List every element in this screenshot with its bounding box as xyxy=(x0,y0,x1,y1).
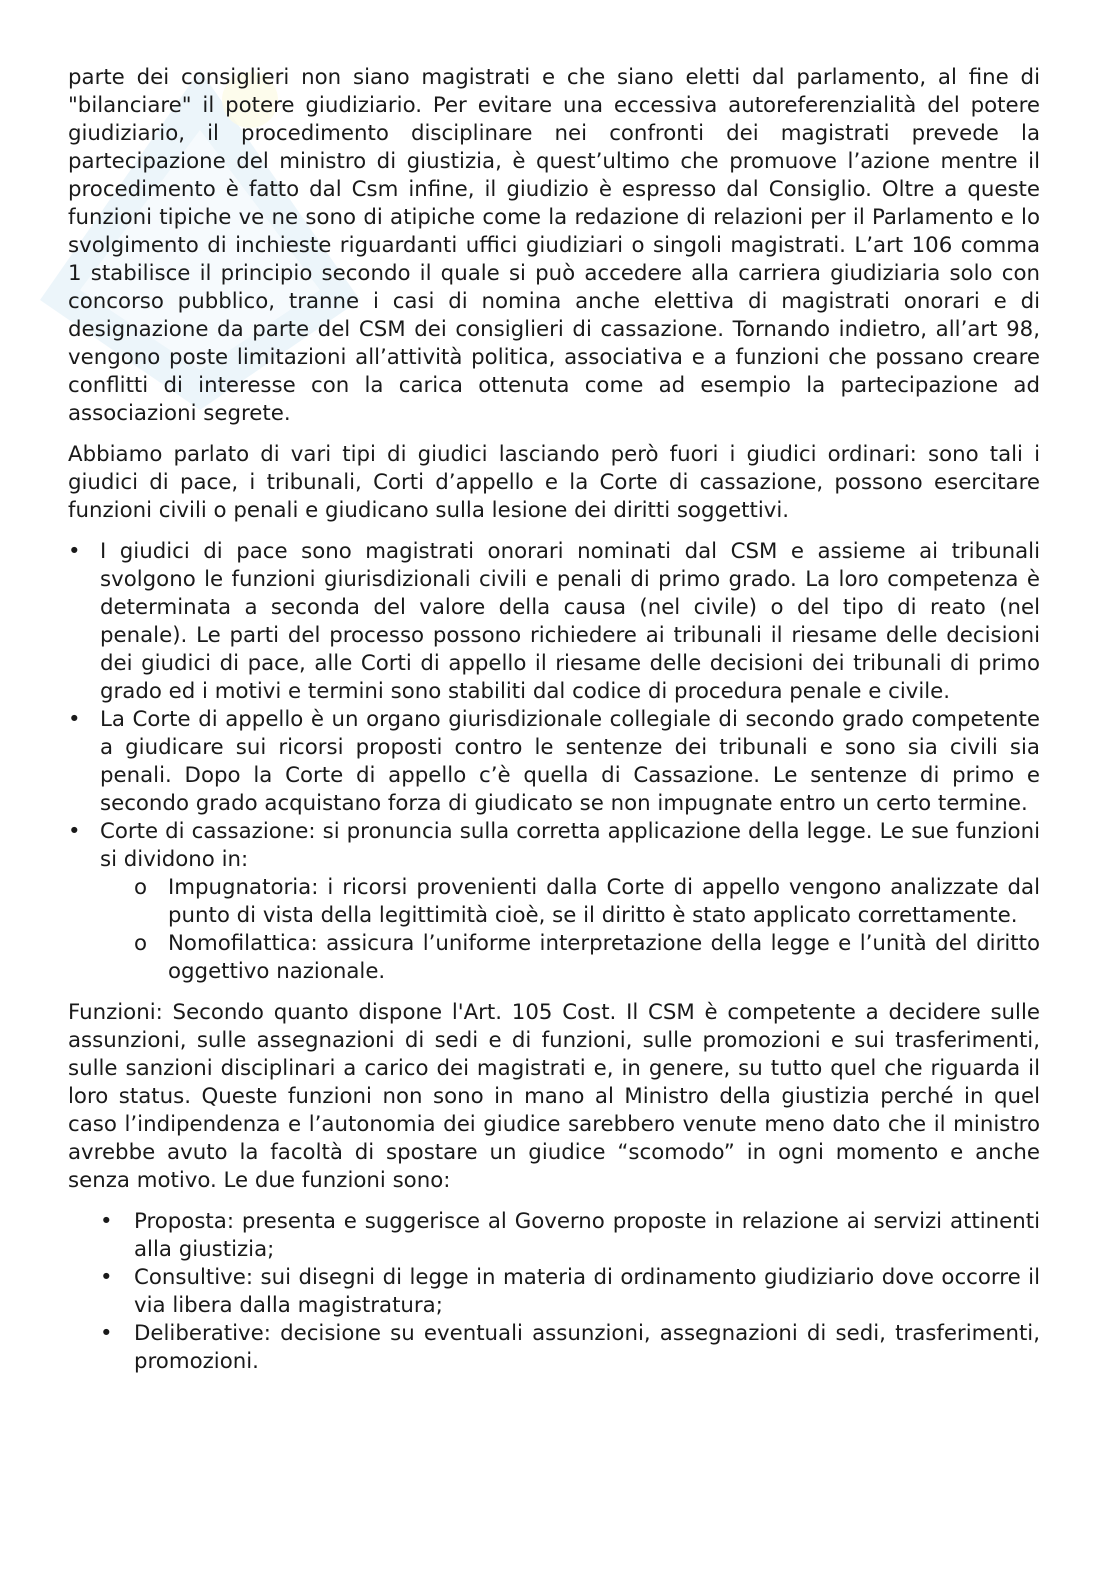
sub-bullet-icon: o xyxy=(134,931,148,956)
funzioni-list xyxy=(68,1208,1040,1376)
list-item-text: Corte di cassazione: si pronuncia sulla corretta applicazione della legge. Le sue funzioni si dividono in: xyxy=(100,819,1040,872)
list-item xyxy=(68,1264,1040,1320)
bullet-icon: • xyxy=(100,1209,113,1234)
list-item-text: I giudici di pace sono magistrati onorari nominati dal CSM e assieme ai tribunali svolgono le funzioni giurisdizionali civili e penali di primo grado. La loro competenza è determinata a seconda del valore della causa (nel civile) o del tipo di reato (nel penale). Le parti del processo possono richiedere ai tribunali il riesame delle decisioni dei giudici di pace, alle Corti di appello il riesame delle decisioni dei tribunali di primo grado ed i motivi e termini sono stabiliti dal codice di procedura penale e civile. xyxy=(100,539,1040,704)
sublist-item-text: Impugnatoria: i ricorsi provenienti dalla Corte di appello vengono analizzate dal punto di vista della legittimità cioè, se il diritto è stato applicato correttamente. xyxy=(168,875,1040,928)
bullet-icon: • xyxy=(68,539,81,564)
bullet-icon: • xyxy=(100,1265,113,1290)
list-item-text: Consultive: sui disegni di legge in materia di ordinamento giudiziario dove occorre il via libera dalla magistratura; xyxy=(134,1265,1040,1318)
sublist-item xyxy=(100,874,1040,930)
bullet-icon: • xyxy=(100,1321,113,1346)
list-item-text: La Corte di appello è un organo giurisdizionale collegiale di secondo grado competente a giudicare sui ricorsi proposti contro le sentenze dei tribunali e sono sia civili sia penali. Dopo la Corte di appello c’è quella di Cassazione. Le sentenze di primo e secondo grado acquistano forza di giudicato se non impugnate entro un certo termine. xyxy=(100,707,1040,816)
document-body xyxy=(68,64,1040,1389)
giudici-list xyxy=(68,538,1040,986)
paragraph-giudici-ordinari: Abbiamo parlato di vari tipi di giudici lasciando però fuori i giudici ordinari: sono tali i giudici di pace, i tribunali, Corti d’appello e la Corte di cassazione, possono esercitare funzioni civili o penali e giudicano sulla lesione dei diritti soggettivi. xyxy=(68,442,1040,523)
list-item-text: Proposta: presenta e suggerisce al Governo proposte in relazione ai servizi attinenti alla giustizia; xyxy=(134,1209,1040,1262)
paragraph-csm-composition: parte dei consiglieri non siano magistrati e che siano eletti dal parlamento, al fine di "bilanciare" il potere giudiziario. Per evitare una eccessiva autoreferenzialità del potere giudiziario, il procedimento disciplinare nei confronti dei magistrati prevede la partecipazione del ministro di giustizia, è quest’ultimo che promuove l’azione mentre il procedimento è fatto dal Csm infine, il giudizio è espresso dal Consiglio. Oltre a queste funzioni tipiche ve ne sono di atipiche come la redazione di relazioni per il Parlamento e lo svolgimento di inchieste riguardanti uffici giudiziari o singoli magistrati. L’art 106 comma 1 stabilisce il principio secondo il quale si può accedere alla carriera giudiziaria solo con concorso pubblico, tranne i casi di nomina anche elettiva di magistrati onorari e di designazione da parte del CSM dei consiglieri di cassazione. Tornando indietro, all’art 98, vengono poste limitazioni all’attività politica, associativa e a funzioni che possano creare conflitti di interesse con la carica ottenuta come ad esempio la partecipazione ad associazioni segrete. xyxy=(68,65,1040,426)
list-item xyxy=(68,1208,1040,1264)
list-item-text: Deliberative: decisione su eventuali assunzioni, assegnazioni di sedi, trasferimenti, promozioni. xyxy=(134,1321,1040,1374)
cassazione-sublist xyxy=(100,874,1040,986)
list-item xyxy=(68,706,1040,818)
list-item xyxy=(68,538,1040,706)
list-item xyxy=(68,818,1040,986)
bullet-icon: • xyxy=(68,819,81,844)
list-item xyxy=(68,1320,1040,1376)
bullet-icon: • xyxy=(68,707,81,732)
sublist-item xyxy=(100,930,1040,986)
paragraph-funzioni: Funzioni: Secondo quanto dispone l'Art. 105 Cost. Il CSM è competente a decidere sulle assunzioni, sulle assegnazioni di sedi e di funzioni, sulle promozioni e sui trasferimenti, sulle sanzioni disciplinari a carico dei magistrati e, in genere, su tutto quel che riguarda il loro status. Queste funzioni non sono in mano al Ministro della giustizia perché in quel caso l’indipendenza e l’autonomia dei giudice sarebbero venute meno dato che il ministro avrebbe avuto la facoltà di spostare un giudice “scomodo” in ogni momento e anche senza motivo. Le due funzioni sono: xyxy=(68,1000,1040,1193)
sublist-item-text: Nomofilattica: assicura l’uniforme interpretazione della legge e l’unità del diritto oggettivo nazionale. xyxy=(168,931,1040,984)
sub-bullet-icon: o xyxy=(134,875,148,900)
